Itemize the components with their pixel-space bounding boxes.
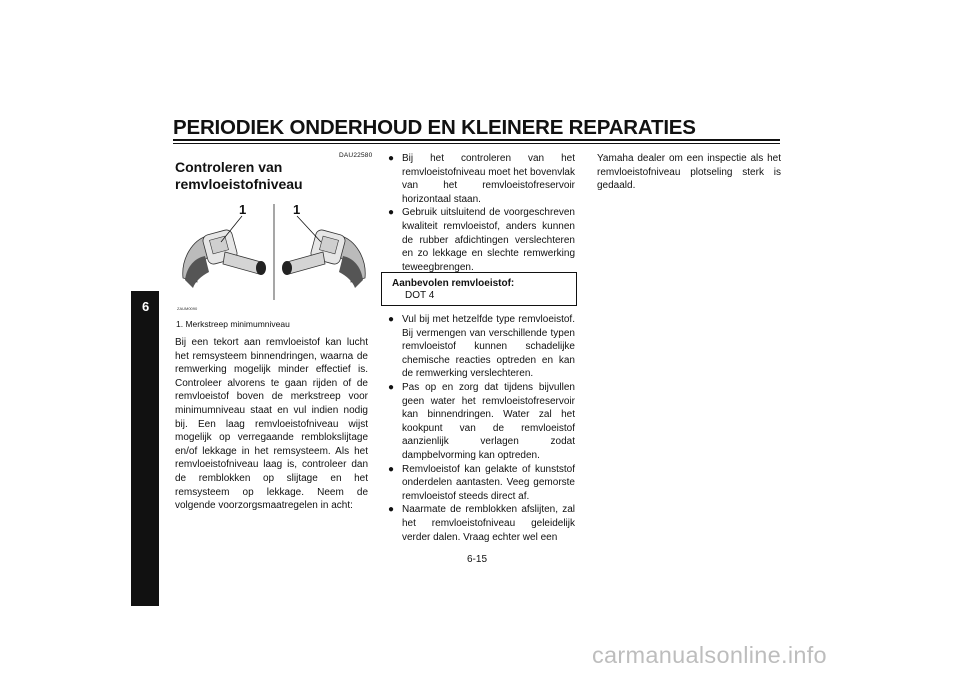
bullet-icon: ● xyxy=(388,207,395,219)
watermark: carmanualsonline.info xyxy=(592,642,827,668)
list-item: ● Gebruik uitsluitend de voorgeschreven kwaliteit remvloeistof, anders kunnen de rubber afdichtingen verslechteren en zo lekkage en slechte remwerking teweegbrengen. xyxy=(388,207,575,273)
brake-reservoir-figure xyxy=(175,196,371,314)
page-number: 6-15 xyxy=(467,554,488,565)
figure-code: ZAUM0090 xyxy=(177,306,198,311)
bullet-icon: ● xyxy=(388,463,395,475)
figure-caption: 1. Merkstreep minimumniveau xyxy=(176,319,290,329)
section-doc-code: DAU22580 xyxy=(339,152,373,159)
continuation-paragraph: Yamaha dealer om een inspectie als het remvloeistofniveau plotseling sterk is gedaald. xyxy=(597,153,781,192)
list-item: ● Remvloeistof kan gelakte of kunststof onderdelen aantasten. Veeg gemorste remvloeistof steeds direct af. xyxy=(388,463,575,502)
header-rule-thick xyxy=(173,139,780,141)
bullet-icon: ● xyxy=(388,504,395,516)
bullet-icon: ● xyxy=(388,314,395,325)
list-item: ● Vul bij met hetzelfde type remvloeistof. Bij vermengen van verschillende typen remvloeistof kunnen schadelijke chemische reacties optreden en kan de remwerking verslechteren. xyxy=(388,314,575,380)
intro-paragraph: Bij een tekort aan remvloeistof kan lucht het remsysteem binnendringen, waarna de remwerking mogelijk minder effectief is. Controleer alvorens te gaan rijden of de remvloeistof boven de merkstreep voor minimumniveau staat en vul indien nodig bij. Een laag remvloeistofniveau wijst mogelijk op verregaande remblokslijtage en/of lekkage in het remsysteem. Als het remvloeistofniveau laag is, controleer dan de remblokken op slijtage en het remsysteem op lekkage. Neem de volgende voorzorgsmaatregelen in acht: xyxy=(175,337,368,512)
recommended-fluid-box xyxy=(381,272,577,306)
bullet-icon: ● xyxy=(388,381,395,393)
middle-column-bottom xyxy=(388,313,575,544)
list-item: ● Pas op en zorg dat tijdens bijvullen geen water het remvloeistofreservoir kan binnendringen. Water zal het kookpunt van de remvloeistof aanzienlijk verlagen zodat dampbelvorming kan optreden. xyxy=(388,381,575,461)
list-item: ● Naarmate de remblokken afslijten, zal het remvloeistofniveau geleidelijk verder dalen. Vraag echter wel een xyxy=(388,504,575,543)
list-item: ● Bij het controleren van het remvloeistofniveau moet het bovenvlak van het remvloeistofreservoir horizontaal staan. xyxy=(388,153,575,205)
header-rule-thin xyxy=(173,143,780,144)
bullet-icon: ● xyxy=(388,153,395,164)
right-column xyxy=(597,152,781,193)
chapter-tab-number: 6 xyxy=(142,299,150,314)
recommended-fluid-value: DOT 4 xyxy=(405,290,435,301)
section-title-line2: remvloeistofniveau xyxy=(175,176,303,192)
left-column xyxy=(175,336,368,513)
section-title-line1: Controleren van xyxy=(175,159,283,175)
section-title xyxy=(175,159,303,193)
handlebar-illustration xyxy=(175,196,371,314)
chapter-tab xyxy=(131,291,159,606)
figure-label-right: 1 xyxy=(293,202,301,217)
figure-label-left: 1 xyxy=(239,202,247,217)
page-header-title: PERIODIEK ONDERHOUD EN KLEINERE REPARATIES xyxy=(173,116,696,139)
recommended-fluid-title: Aanbevolen remvloeistof: xyxy=(392,278,515,289)
middle-column-top xyxy=(388,152,575,274)
